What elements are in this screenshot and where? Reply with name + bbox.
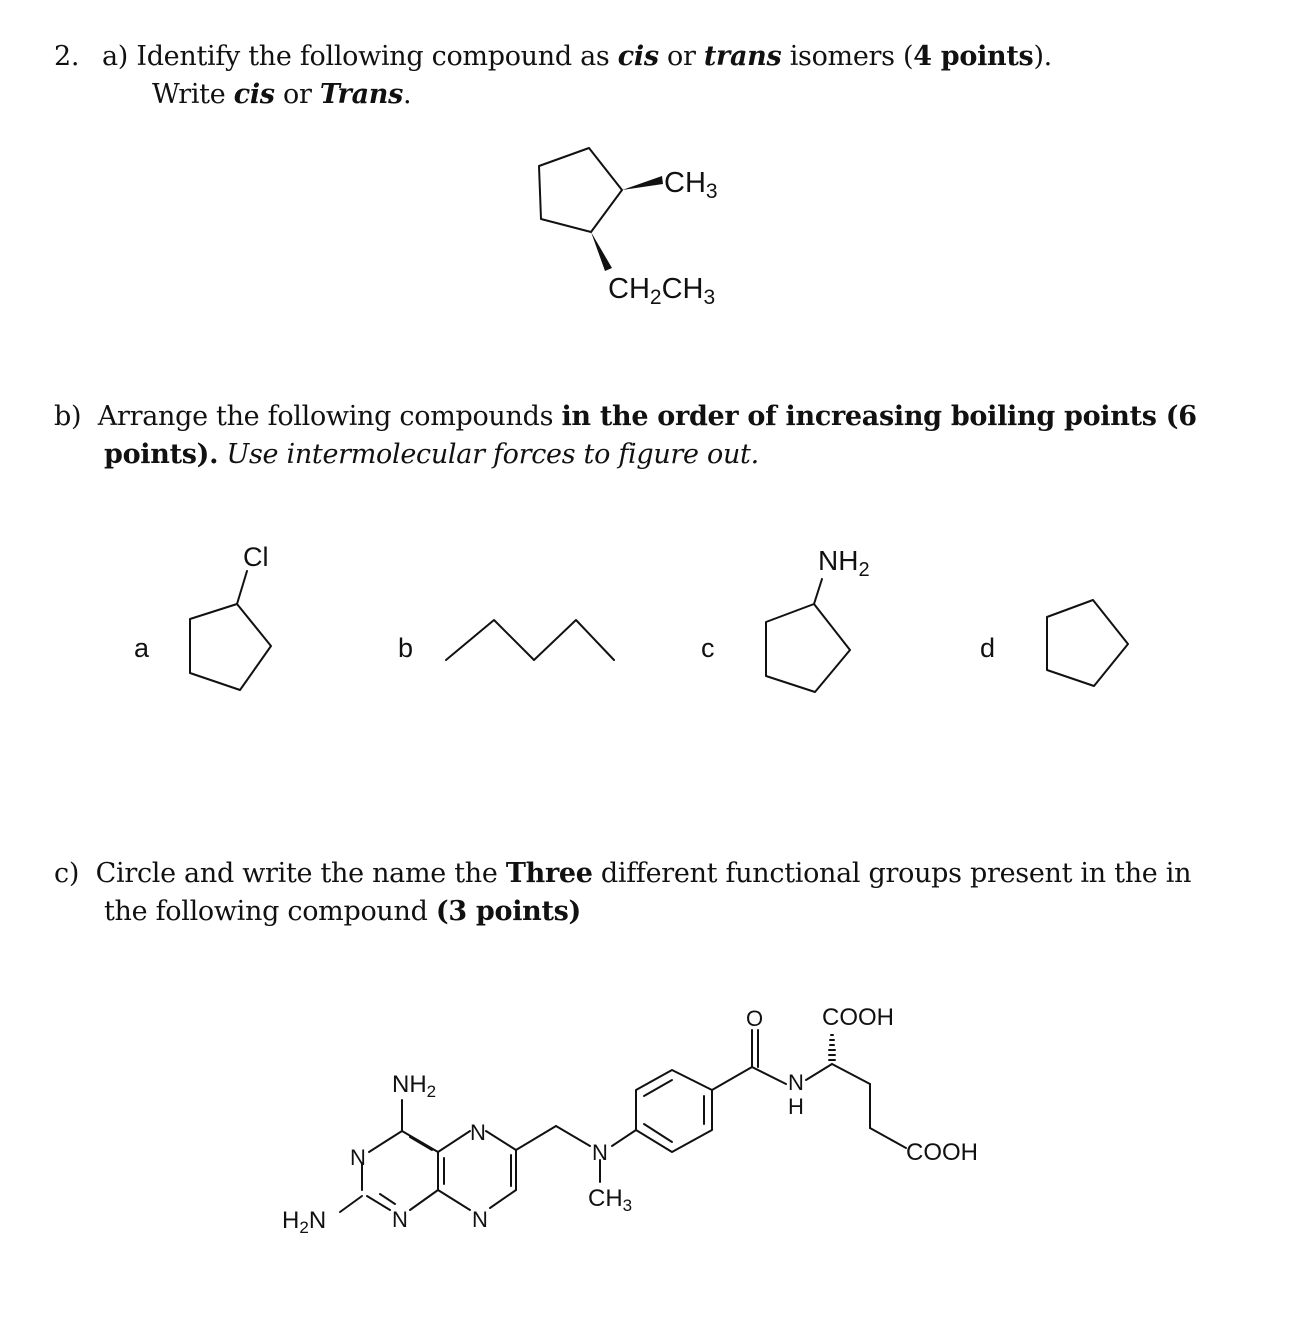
ring-n-3: N bbox=[470, 1120, 486, 1145]
hashed-bond bbox=[829, 1035, 835, 1060]
cooh-right-label: COOH bbox=[906, 1139, 978, 1166]
part-c-line-2: the following compound (3 points) bbox=[104, 896, 582, 927]
part-b-label: b) bbox=[54, 401, 82, 432]
compound-a-ring bbox=[190, 571, 271, 690]
part-a-label: a) bbox=[102, 41, 129, 72]
part-b-line-1: b) Arrange the following compounds in the order of increasing boiling points (6 bbox=[54, 401, 1197, 432]
carbonyl-o-label: O bbox=[746, 1006, 764, 1031]
question-number: 2. bbox=[54, 41, 80, 72]
part-c-line-1: c) Circle and write the name the Three different functional groups present in the in bbox=[54, 858, 1192, 889]
ring-n-4: N bbox=[472, 1207, 488, 1232]
compound-b-chain bbox=[446, 620, 614, 660]
ring-n-1: N bbox=[350, 1145, 366, 1170]
amide-h-label: H bbox=[788, 1094, 804, 1119]
wedge-bond-ch2ch3 bbox=[591, 232, 612, 271]
ring-n-2: N bbox=[392, 1207, 408, 1232]
compound-c-letter: c bbox=[701, 633, 715, 663]
compound-d-letter: d bbox=[980, 633, 996, 663]
amide-n-label: N bbox=[788, 1070, 804, 1095]
part-c-label: c) bbox=[54, 858, 80, 889]
ch3-label: $CH_3$ bbox=[664, 167, 718, 203]
cl-label: Cl bbox=[243, 542, 269, 572]
part-a-line-1: a) Identify the following compound as cis or trans isomers (4 points). bbox=[102, 41, 1052, 72]
h2n-label: $H_2N$ bbox=[282, 1207, 327, 1237]
nh2-top-label: $NH_2$ bbox=[392, 1071, 437, 1101]
methotrexate-skeleton bbox=[340, 1030, 906, 1212]
part-a-line-2: Write cis or Trans. bbox=[152, 79, 412, 110]
amine-n-label: N bbox=[592, 1140, 608, 1165]
wedge-bond-ch3 bbox=[622, 176, 663, 190]
compound-b-letter: b bbox=[398, 633, 414, 663]
methyl-label: $CH_3$ bbox=[588, 1185, 633, 1215]
cooh-top-label: COOH bbox=[822, 1004, 894, 1031]
ch2ch3-label: $CH_2CH_3$ bbox=[608, 273, 716, 309]
part-b-line-2: points). Use intermolecular forces to figure out. bbox=[104, 439, 759, 470]
nh2-label: $NH_2$ bbox=[818, 545, 870, 581]
compound-d-ring bbox=[1047, 600, 1128, 686]
part-a-cyclopentane bbox=[539, 148, 622, 232]
compound-a-letter: a bbox=[134, 633, 150, 663]
compound-c-ring bbox=[766, 579, 850, 692]
